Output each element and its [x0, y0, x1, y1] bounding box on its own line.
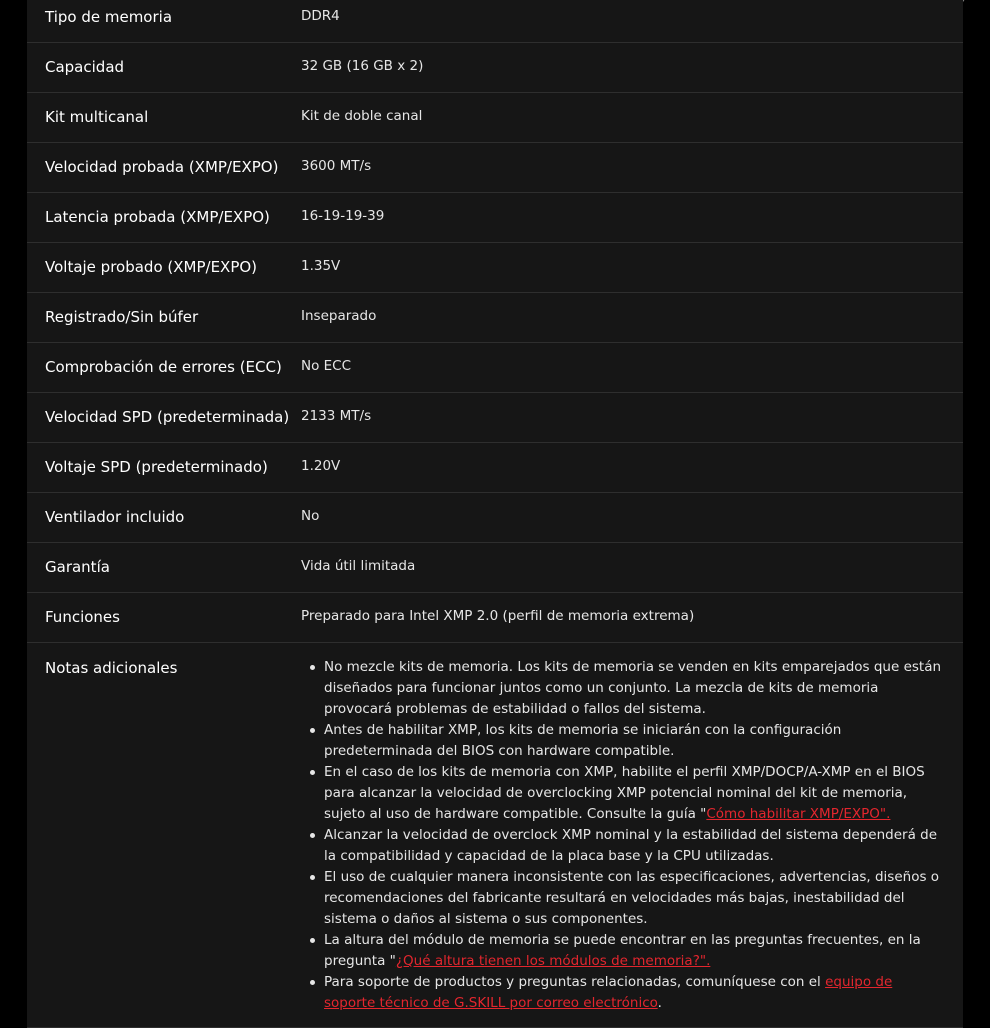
spec-value: DDR4 [301, 8, 340, 24]
spec-value: No ECC [301, 358, 352, 374]
spec-label: Comprobación de errores (ECC) [45, 358, 282, 376]
note-item: La altura del módulo de memoria se puede encontrar en las preguntas frecuentes, en la pregunta "¿Qué altura tienen los módulos de memoria?". [324, 930, 945, 972]
note-item: Antes de habilitar XMP, los kits de memoria se iniciarán con la configuración predeterminada del BIOS con hardware compatible. [324, 720, 945, 762]
spec-label: Ventilador incluido [45, 508, 185, 526]
spec-row-capacity [27, 43, 963, 93]
spec-row-fan-included [27, 493, 963, 543]
spec-row-memory-type [27, 0, 963, 43]
spec-row-registered-unbuffered [27, 293, 963, 343]
spec-value: Preparado para Intel XMP 2.0 (perfil de memoria extrema) [301, 608, 695, 624]
note-item: Para soporte de productos y preguntas relacionadas, comuníquese con el equipo de soporte técnico de G.SKILL por correo electrónico. [324, 972, 945, 1014]
spec-label: Garantía [45, 558, 110, 576]
spec-row-error-checking [27, 343, 963, 393]
spec-value: 3600 MT/s [301, 158, 372, 174]
spec-value: 2133 MT/s [301, 408, 372, 424]
spec-label: Voltaje SPD (predeterminado) [45, 458, 268, 476]
note-item: Alcanzar la velocidad de overclock XMP nominal y la estabilidad del sistema dependerá de la compatibilidad y capacidad de la placa base y la CPU utilizadas. [324, 825, 945, 867]
notes-list [301, 643, 963, 1027]
note-item: El uso de cualquier manera inconsistente con las especificaciones, advertencias, diseños o recomendaciones del fabricante resultará en velocidades más bajas, inestabilidad del sistema o daños al sistema o sus componentes. [324, 867, 945, 930]
spec-label: Latencia probada (XMP/EXPO) [45, 208, 270, 226]
spec-row-warranty [27, 543, 963, 593]
spec-row-additional-notes [27, 643, 963, 1028]
spec-row-spd-voltage [27, 443, 963, 493]
spec-row-multichannel-kit [27, 93, 963, 143]
spec-row-tested-voltage [27, 243, 963, 293]
specifications-table [27, 0, 963, 1028]
xmp-guide-link[interactable]: Cómo habilitar XMP/EXPO". [706, 806, 891, 822]
spec-row-tested-latency [27, 193, 963, 243]
spec-label: Registrado/Sin búfer [45, 308, 199, 326]
spec-row-spd-speed [27, 393, 963, 443]
spec-label: Tipo de memoria [45, 8, 173, 26]
spec-row-features [27, 593, 963, 643]
note-item: No mezcle kits de memoria. Los kits de memoria se venden en kits emparejados que están diseñados para funcionar juntos como un conjunto. La mezcla de kits de memoria provocará problemas de estabilidad o fallos del sistema. [324, 657, 945, 720]
spec-value: Inseparado [301, 308, 377, 324]
spec-row-tested-speed [27, 143, 963, 193]
spec-value: Vida útil limitada [301, 558, 416, 574]
spec-label: Velocidad probada (XMP/EXPO) [45, 158, 279, 176]
support-email-link[interactable]: equipo de soporte técnico de G.SKILL por correo electrónico [324, 974, 893, 1011]
module-height-faq-link[interactable]: ¿Qué altura tienen los módulos de memoria?". [395, 953, 711, 969]
spec-label: Voltaje probado (XMP/EXPO) [45, 258, 258, 276]
notes-label: Notas adicionales [45, 659, 178, 677]
spec-label: Velocidad SPD (predeterminada) [45, 408, 290, 426]
spec-label: Funciones [45, 608, 120, 626]
spec-value: Kit de doble canal [301, 108, 423, 124]
note-item: En el caso de los kits de memoria con XMP, habilite el perfil XMP/DOCP/A-XMP en el BIOS para alcanzar la velocidad de overclocking XMP potencial nominal del kit de memoria, sujeto al uso de hardware compatible. Consulte la guía "Cómo habilitar XMP/EXPO". [324, 762, 945, 825]
spec-label: Capacidad [45, 58, 125, 76]
spec-value: 16-19-19-39 [301, 208, 385, 224]
spec-value: 32 GB (16 GB x 2) [301, 58, 424, 74]
spec-value: No [301, 508, 320, 524]
spec-value: 1.20V [301, 458, 341, 474]
spec-value: 1.35V [301, 258, 341, 274]
spec-label: Kit multicanal [45, 108, 149, 126]
